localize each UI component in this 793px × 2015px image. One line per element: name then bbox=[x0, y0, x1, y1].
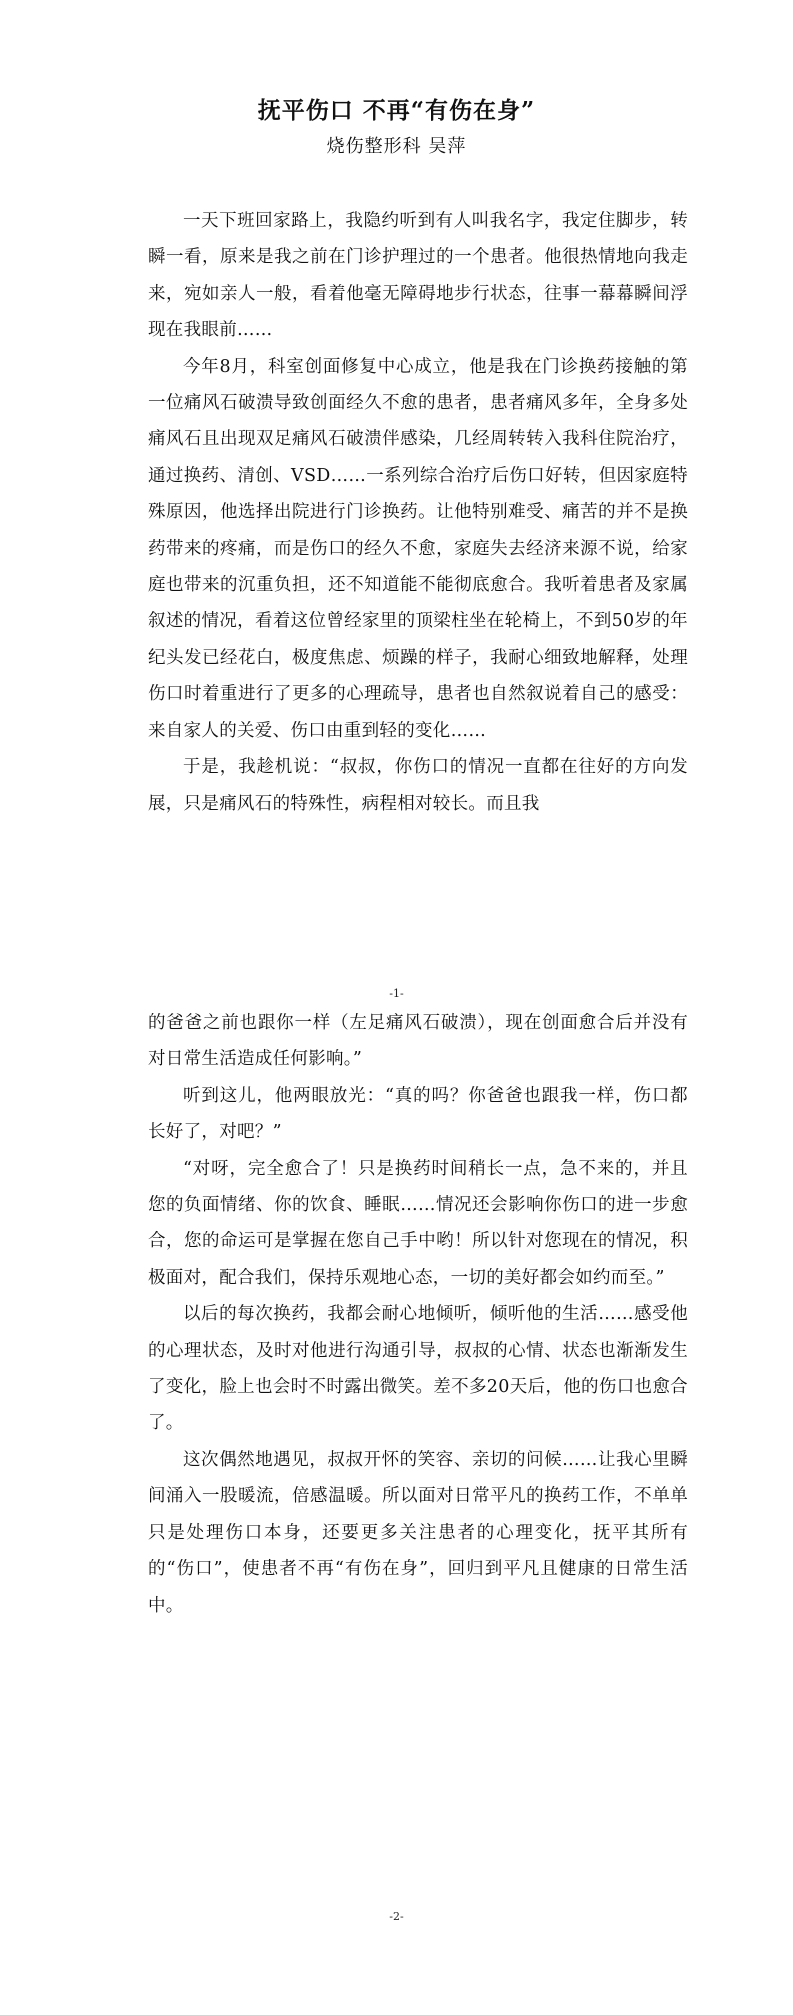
page-number: -1- bbox=[389, 987, 404, 1000]
document-page-2 bbox=[0, 1000, 793, 2015]
page-2-body bbox=[148, 1005, 688, 1624]
article-title: 抚平伤口 不再“有伤在身” bbox=[257, 97, 536, 124]
document-page-1 bbox=[0, 0, 793, 1000]
page-1-body bbox=[148, 203, 688, 822]
paragraph: 以后的每次换药，我都会耐心地倾听，倾听他的生活……感受他的心理状态，及时对他进行沟通引导，叔叔的心情、状态也渐渐发生了变化，脸上也会时不时露出微笑。差不多20天后，他的伤口也愈合了。 bbox=[148, 1304, 688, 1434]
paragraph: 于是，我趁机说：“叔叔，你伤口的情况一直都在往好的方向发展，只是痛风石的特殊性，病程相对较长。而且我 bbox=[148, 757, 688, 814]
paragraph-continued: 的爸爸之前也跟你一样（左足痛风石破溃），现在创面愈合后并没有对日常生活造成任何影响。” bbox=[148, 1013, 688, 1070]
page-number: -2- bbox=[389, 1910, 404, 1923]
article-author: 烧伤整形科 吴萍 bbox=[326, 136, 467, 157]
paragraph: 这次偶然地遇见，叔叔开怀的笑容、亲切的问候……让我心里瞬间涌入一股暖流，倍感温暖。所以面对日常平凡的换药工作，不单单只是处理伤口本身，还要更多关注患者的心理变化，抚平其所有的“伤口”，使患者不再“有伤在身”，回归到平凡且健康的日常生活中。 bbox=[148, 1449, 688, 1616]
paragraph: “对呀，完全愈合了！只是换药时间稍长一点，急不来的，并且您的负面情绪、你的饮食、睡眠……情况还会影响你伤口的进一步愈合，您的命运可是掌握在您自己手中哟！所以针对您现在的情况，积极面对，配合我们，保持乐观地心态，一切的美好都会如约而至。” bbox=[148, 1158, 688, 1288]
paragraph: 一天下班回家路上，我隐约听到有人叫我名字，我定住脚步，转瞬一看，原来是我之前在门诊护理过的一个患者。他很热情地向我走来，宛如亲人一般，看着他毫无障碍地步行状态，往事一幕幕瞬间浮现在我眼前…… bbox=[148, 211, 688, 341]
paragraph: 今年8月，科室创面修复中心成立，他是我在门诊换药接触的第一位痛风石破溃导致创面经久不愈的患者，患者痛风多年，全身多处痛风石且出现双足痛风石破溃伴感染，几经周转转入我科住院治疗，通过换药、清创、VSD……一系列综合治疗后伤口好转，但因家庭特殊原因，他选择出院进行门诊换药。让他特别难受、痛苦的并不是换药带来的疼痛，而是伤口的经久不愈，家庭失去经济来源不说，给家庭也带来的沉重负担，还不知道能不能彻底愈合。我听着患者及家属叙述的情况，看着这位曾经家里的顶梁柱坐在轮椅上，不到50岁的年纪头发已经花白，极度焦虑、烦躁的样子，我耐心细致地解释，处理伤口时着重进行了更多的心理疏导，患者也自然叙说着自己的感受：来自家人的关爱、伤口由重到轻的变化…… bbox=[148, 356, 688, 741]
paragraph: 听到这儿，他两眼放光：“真的吗？你爸爸也跟我一样，伤口都长好了，对吧？” bbox=[148, 1085, 688, 1143]
